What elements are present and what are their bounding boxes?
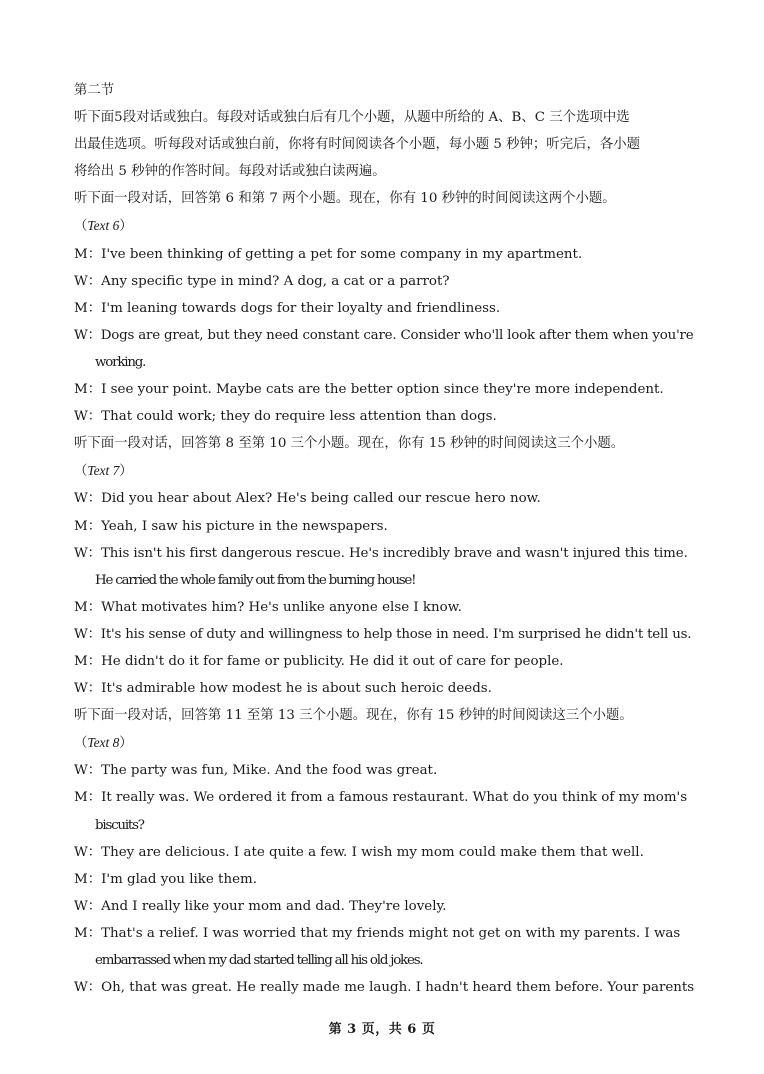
dialogue-line: W：That could work; they do require less attention than dogs. [74,409,497,425]
dialogue-line: W：They are delicious. I ate quite a few. I wish my mom could make them that well. [74,844,644,860]
dialogue-line: M：He didn't do it for fame or publicity. He did it out of care for people. [74,653,564,669]
dialogue-line: W：Did you hear about Alex? He's being called our rescue hero now. [74,491,541,507]
dialogue-line: M：I see your point. Maybe cats are the better option since they're more independent. [74,382,664,398]
dialogue-line: W：Oh, that was great. He really made me laugh. I hadn't heard them before. Your parents [74,980,695,996]
dialogue-line: W：Any specific type in mind? A dog, a cat or a parrot? [74,273,450,289]
section-title: 第二节 [74,83,115,98]
dialogue-line: W：It's admirable how modest he is about such heroic deeds. [74,681,492,697]
dialogue-continuation: biscuits? [95,817,144,833]
dialogue-line: W：Dogs are great, but they need constant care. Consider who'll look after them when you're [74,327,694,343]
dialogue-line: W：It's his sense of duty and willingness to help those in need. I'm surprised he didn't tell us. [74,626,692,642]
dialogue-continuation: working. [95,354,146,370]
dialogue-continuation: He carried the whole family out from the burning house! [95,572,416,588]
dialogue-line: M：I'm glad you like them. [74,871,257,887]
instruction-line: 听下面5段对话或独白。每段对话或独白后有几个小题，从题中所给的 A、B、C 三个选项中选 [74,110,630,126]
text7-prompt: 听下面一段对话，回答第 8 至第 10 三个小题。现在，你有 15 秒钟的时间阅读这三个小题。 [74,436,625,452]
page-content [74,77,696,1001]
dialogue-line: M：Yeah, I saw his picture in the newspapers. [74,518,388,534]
dialogue-continuation: embarrassed when my dad started telling all his old jokes. [95,953,423,968]
instructions [74,104,696,185]
instruction-line: 出最佳选项。听每段对话或独白前，你将有时间阅读各个小题，每小题 5 秒钟；听完后，各小题 [74,137,641,153]
dialogue-line: M：What motivates him? He's unlike anyone else I know. [74,599,462,615]
text6-label: （Text 6） [74,218,133,235]
text8-prompt: 听下面一段对话，回答第 11 至第 13 三个小题。现在，你有 15 秒钟的时间阅读这三个小题。 [74,708,633,724]
dialogue-line: M：That's a relief. I was worried that my friends might not get on with my parents. I was [74,925,681,941]
dialogue-line: M：It really was. We ordered it from a famous restaurant. What do you think of my mom's [74,790,688,806]
instruction-line: 将给出 5 秒钟的作答时间。每段对话或独白读两遍。 [74,164,386,180]
dialogue-line: W：And I really like your mom and dad. They're lovely. [74,898,447,914]
dialogue-line: W：This isn't his first dangerous rescue. He's incredibly brave and wasn't injured this time. [74,545,688,561]
page-number-footer: 第 3 页，共 6 页 [328,1022,436,1037]
text8-label: （Text 8） [74,735,133,752]
text7-label: （Text 7） [74,463,133,480]
dialogue-line: M：I'm leaning towards dogs for their loyalty and friendliness. [74,300,501,316]
dialogue-line: W：The party was fun, Mike. And the food was great. [74,763,438,779]
dialogue-line: M：I've been thinking of getting a pet for some company in my apartment. [74,246,583,262]
text6-prompt: 听下面一段对话，回答第 6 和第 7 两个小题。现在，你有 10 秒钟的时间阅读这两个小题。 [74,191,616,207]
